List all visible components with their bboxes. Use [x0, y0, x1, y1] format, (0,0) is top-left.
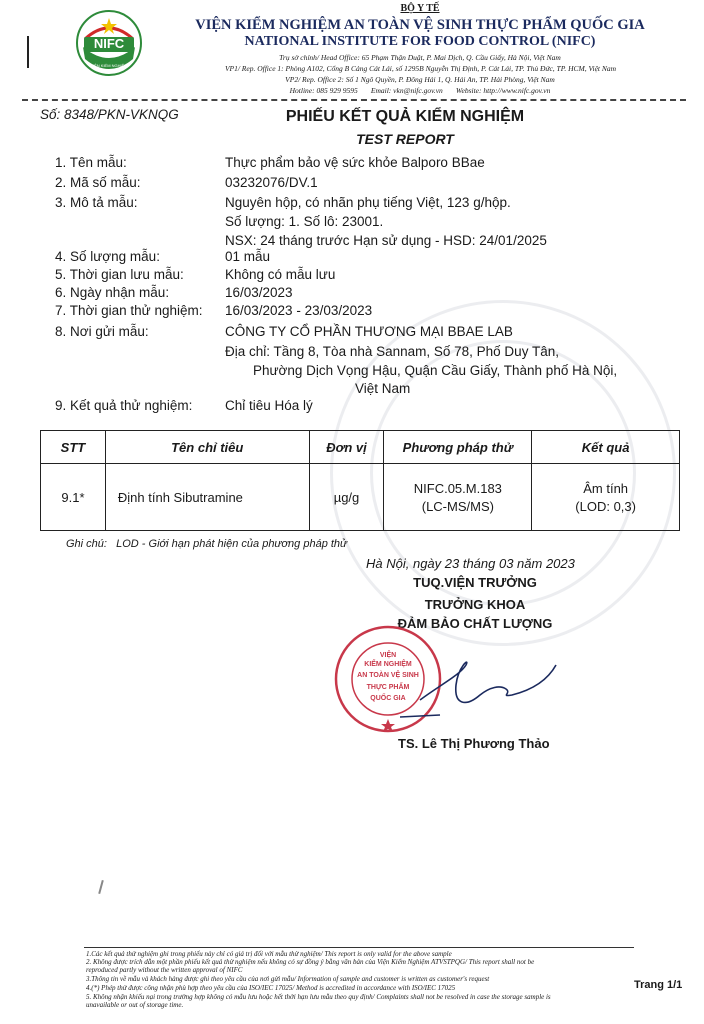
field-label: 7. Thời gian thử nghiệm:	[55, 303, 203, 318]
report-title-en: TEST REPORT	[356, 131, 454, 147]
footer-note-2b: reproduced partly without the written approval of NIFC	[86, 966, 243, 974]
field-value: Không có mẫu lưu	[225, 267, 336, 282]
report-title-vn: PHIẾU KẾT QUẢ KIỂM NGHIỆM	[285, 108, 525, 125]
field-value: CÔNG TY CỔ PHẦN THƯƠNG MẠI BBAE LAB	[225, 324, 513, 339]
cell-unit: µg/g	[309, 464, 384, 531]
table-row	[41, 464, 680, 531]
col-header-result: Kết quả	[532, 431, 680, 464]
footer-note-1: 1.Các kết quả thử nghiệm ghi trong phiếu này chỉ có giá trị đối với mẫu thử nghiệm/ This report is only valid for the above sample	[86, 950, 452, 958]
field-value-line4: Việt Nam	[355, 381, 411, 396]
footer-divider	[84, 947, 634, 948]
field-value: Chỉ tiêu Hóa lý	[225, 398, 313, 413]
field-value: 01 mẫu	[225, 249, 271, 264]
footer-note-2: 2. Không được trích dẫn một phần phiếu kết quả thử nghiệm nếu không có sự đồng ý bằng văn bản của Viện Kiểm Nghiệm ATVSTPQG/ This report shall not be	[86, 958, 535, 966]
footer-note-5: 5. Không nhận khiếu nại trong trường hợp không có mẫu lưu hoặc hết thời hạn lưu mẫu theo quy định/ Complaints shall not be resolved in case the storage sample is	[86, 993, 551, 1001]
cell-method-line2: (LC-MS/MS)	[421, 498, 494, 514]
stamp-line-1: VIỆN	[379, 652, 397, 659]
field-label: 9. Kết quả thử nghiệm:	[55, 398, 193, 413]
nifc-logo	[75, 9, 143, 77]
stamp-line-3: AN TOÀN VỆ SINH	[357, 672, 419, 679]
institute-name-en: NATIONAL INSTITUTE FOR FOOD CONTROL (NIFC)	[244, 34, 596, 49]
footer-note-5b: unavailable or out of storage time.	[86, 1001, 184, 1009]
handwritten-signature	[400, 645, 560, 725]
logo-subtext: VIỆN KIỂM NGHIỆM	[90, 63, 128, 68]
head-office-address: Trụ sở chính/ Head Office: 65 Phạm Thận Duật, P. Mai Dịch, Q. Cầu Giấy, Hà Nội, Việt Nam	[279, 53, 561, 62]
cell-name	[105, 464, 309, 531]
place-date: Hà Nội, ngày 23 tháng 03 năm 2023	[366, 556, 575, 571]
cell-method	[384, 464, 532, 531]
contact-info: Hotline: 085 929 9595 Email: vkn@nifc.gov.vn Website: http://www.nifc.gov.vn	[289, 86, 551, 95]
field-label: 3. Mô tả mẫu:	[55, 195, 138, 210]
signer-name: TS. Lê Thị Phương Thảo	[398, 736, 550, 751]
stamp-line-4: THỰC PHẨM	[366, 684, 410, 691]
field-label: 6. Ngày nhận mẫu:	[55, 285, 170, 300]
col-header-unit: Đơn vị	[309, 431, 384, 464]
footer-note-3: 3.Thông tin về mẫu và khách hàng được ghi theo yêu cầu của nơi gửi mẫu/ Information of sample and customer is written as customer's request	[86, 975, 490, 983]
ministry-name: BỘ Y TẾ	[400, 3, 440, 14]
cell-result-line1: Âm tính	[583, 480, 629, 496]
pen-mark	[98, 880, 104, 894]
field-value-line3: NSX: 24 tháng trước Hạn sử dụng - HSD: 24/01/2025	[225, 233, 547, 248]
cell-result	[532, 464, 680, 531]
institute-name-vn: VIỆN KIỂM NGHIỆM AN TOÀN VỆ SINH THỰC PHẨM QUỐC GIA	[195, 17, 645, 33]
field-value: 16/03/2023	[225, 285, 293, 300]
field-value: Thực phẩm bảo vệ sức khỏe Balporo BBae	[225, 155, 485, 170]
table-header-row	[41, 431, 680, 464]
header-divider	[22, 99, 686, 101]
cell-result-line2: (LOD: 0,3)	[575, 498, 636, 514]
stamp-line-2: KIỂM NGHIỆM	[364, 661, 412, 668]
page-number: Trang 1/1	[634, 979, 683, 991]
cell-name-text: Định tính Sibutramine	[117, 489, 243, 505]
cell-method-line1: NIFC.05.M.183	[413, 480, 502, 496]
field-label: 4. Số lượng mẫu:	[55, 249, 160, 264]
field-label: 5. Thời gian lưu mẫu:	[55, 267, 184, 282]
field-label: 2. Mã số mẫu:	[55, 175, 141, 190]
col-header-name: Tên chỉ tiêu	[105, 431, 309, 464]
margin-mark	[27, 36, 29, 68]
footer-note-4: 4.(*) Phép thử được công nhận phù hợp theo yêu cầu của ISO/IEC 17025/ Method is accredited in accordance with ISO/IEC 17025	[86, 984, 456, 992]
cell-stt: 9.1*	[41, 464, 106, 531]
field-value-line2: Số lượng: 1. Số lô: 23001.	[225, 214, 384, 229]
field-value: 16/03/2023 - 23/03/2023	[225, 303, 373, 318]
col-header-method: Phương pháp thử	[384, 431, 532, 464]
field-label: 1. Tên mẫu:	[55, 155, 127, 170]
signature-line-3: ĐẢM BẢO CHẤT LƯỢNG	[397, 616, 553, 631]
report-number: Số: 8348/PKN-VKNQG	[40, 107, 179, 122]
field-value: 03232076/DV.1	[225, 175, 318, 190]
results-table	[40, 430, 680, 531]
field-label: 8. Nơi gửi mẫu:	[55, 324, 149, 339]
field-value-line2: Địa chỉ: Tầng 8, Tòa nhà Sannam, Số 78, Phố Duy Tân,	[225, 344, 559, 359]
signature-line-2: TRƯỞNG KHOA	[424, 597, 526, 612]
table-note: Ghi chú: LOD - Giới hạn phát hiện của phương pháp thử	[66, 538, 348, 550]
logo-text: NIFC	[93, 36, 125, 51]
col-header-stt: STT	[41, 431, 106, 464]
stamp-line-5: QUỐC GIA	[370, 695, 406, 702]
field-value-line3: Phường Dịch Vọng Hậu, Quận Cầu Giấy, Thành phố Hà Nội,	[253, 363, 618, 378]
rep-office-1-address: VP1/ Rep. Office 1: Phòng A102, Cổng B Cảng Cát Lái, số 1295B Nguyễn Thị Định, P. Cát Lái, TP. Thủ Đức, TP. HCM, Việt Nam	[224, 64, 617, 73]
signature-line-1: TUQ.VIỆN TRƯỞNG	[413, 575, 537, 590]
rep-office-2-address: VP2/ Rep. Office 2: Số 1 Ngô Quyền, P. Đông Hải 1, Q. Hải An, TP. Hải Phòng, Việt Nam	[285, 75, 555, 84]
field-value: Nguyên hộp, có nhãn phụ tiếng Việt, 123 g/hộp.	[225, 195, 511, 210]
